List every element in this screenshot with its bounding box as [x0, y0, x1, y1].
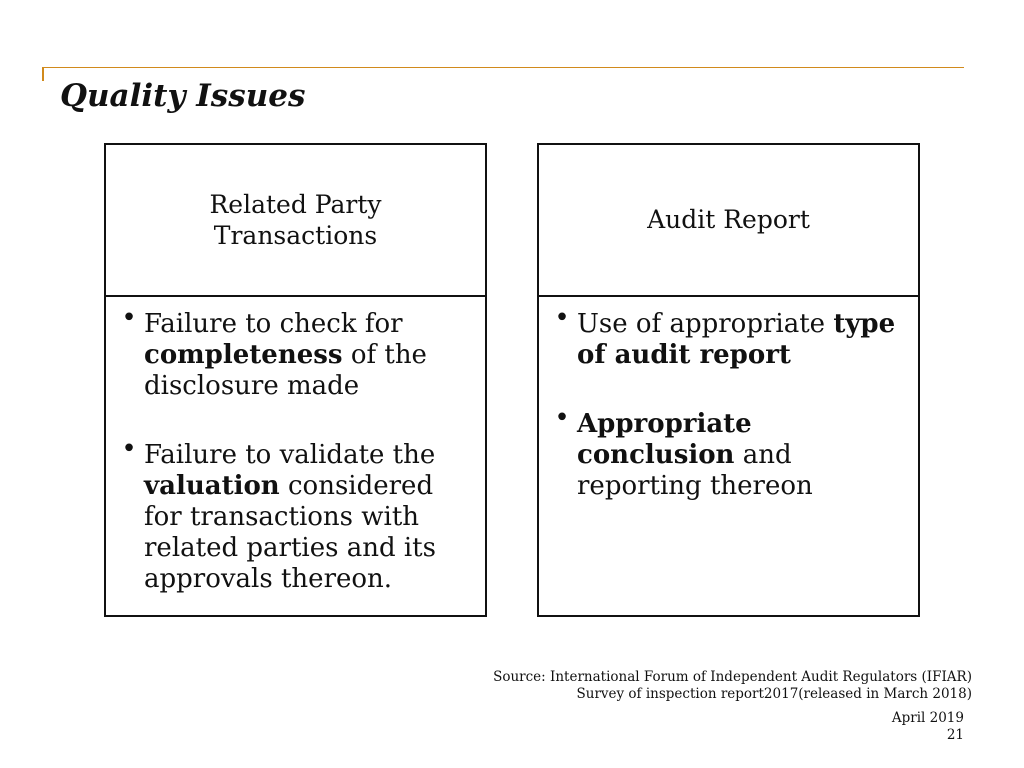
bullet-item [547, 303, 904, 371]
bullet-text [144, 440, 471, 595]
footer-date: April 2019 [891, 710, 964, 726]
bullet-text-bold-run: valuation [144, 471, 280, 501]
bullet-text [577, 309, 904, 371]
bullet-text-run: Failure to check for [144, 309, 403, 339]
source-line-2: Survey of inspection report2017(released in March 2018) [576, 686, 972, 702]
panel-related-party-transactions [104, 143, 487, 617]
bullet-text-bold-run: completeness [144, 340, 343, 370]
slide-footer [892, 710, 964, 744]
source-citation [493, 669, 972, 703]
bullet-text-run: Failure to validate the [144, 440, 436, 470]
page-number: 21 [946, 727, 964, 743]
bullet-text-run: considered for transactions with related parties and its approvals thereon. [144, 471, 436, 594]
bullet-text-bold-run: type of audit report [577, 309, 896, 370]
bullet-icon: • [554, 403, 570, 433]
panel-audit-report [537, 143, 920, 617]
bullet-text [577, 409, 904, 502]
bullet-text-bold-run: Appropriate conclusion [577, 409, 752, 470]
panel-header: Audit Report [539, 145, 918, 297]
bullet-item [114, 303, 471, 402]
bullet-text-run: and reporting thereon [577, 440, 813, 501]
panel-body [539, 297, 918, 502]
panel-header: Related Party Transactions [106, 145, 485, 297]
panel-body [106, 297, 485, 595]
slide-title: Quality Issues [60, 78, 306, 114]
title-accent-rule [42, 67, 964, 68]
source-line-1: Source: International Forum of Independent Audit Regulators (IFIAR) [493, 669, 972, 685]
bullet-item [547, 403, 904, 502]
bullet-text [144, 309, 471, 402]
title-accent-tick [42, 67, 44, 81]
bullet-text-run: Use of appropriate [577, 309, 834, 339]
bullet-item [114, 434, 471, 595]
bullet-icon: • [121, 434, 137, 464]
bullet-text-run: of the disclosure made [144, 340, 427, 401]
bullet-icon: • [121, 303, 137, 333]
bullet-icon: • [554, 303, 570, 333]
